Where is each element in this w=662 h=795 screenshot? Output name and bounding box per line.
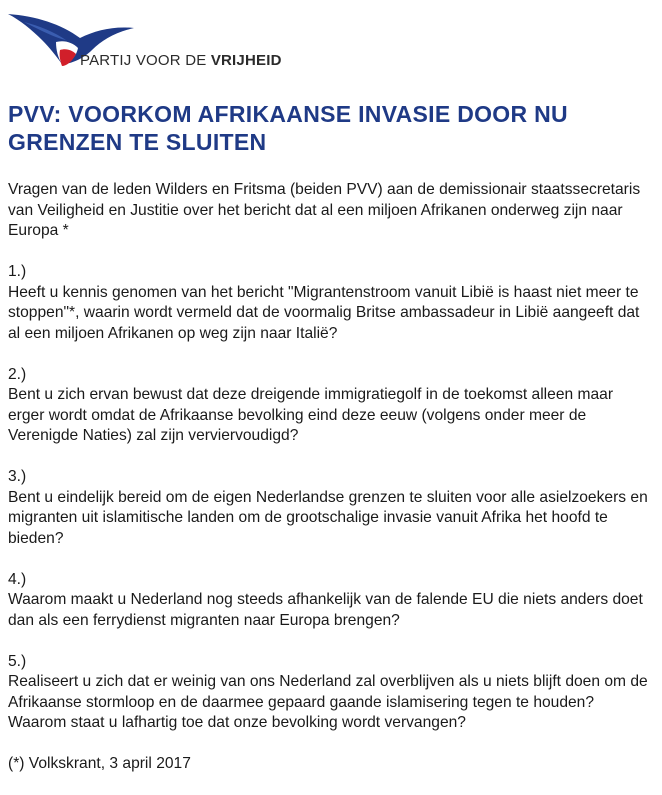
question-number: 4.) [8, 570, 27, 588]
question-3 [8, 467, 648, 549]
question-5 [8, 652, 648, 734]
question-2 [8, 365, 648, 447]
footnote: (*) Volkskrant, 3 april 2017 [8, 755, 191, 772]
question-text: Heeft u kennis genomen van het bericht "Migrantenstroom vanuit Libië is haast niet meer te stoppen"*, waarin wordt vermeld dat de voormalig Britse ambassadeur in Libië aangeeft dat al een miljoen Afrikanen op weg zijn naar Italië? [8, 283, 640, 342]
pvv-logo [6, 6, 306, 76]
question-number: 1.) [8, 263, 27, 280]
question-text: Realiseert u zich dat er weinig van ons Nederland zal overblijven als u niets blijft doen om de Afrikaanse stormloop en de daarmee gepaard gaande islamisering tegen te houden? Waarom staat u lafhartig toe dat onze bevolking wordt vervangen? [8, 673, 648, 731]
question-number: 2.) [8, 365, 27, 383]
question-number: 3.) [8, 468, 27, 485]
page-title: PVV: VOORKOM AFRIKAANSE INVASIE DOOR NU GRENZEN TE SLUITEN [8, 101, 568, 155]
question-4 [8, 570, 648, 632]
question-text: Bent u zich ervan bewust dat deze dreigende immigratiegolf in de toekomst alleen maar erger wordt omdat de Afrikaanse bevolking eind deze eeuw (volgens onder meer de Verenigde Naties) zal zijn verviervoudigd? [8, 386, 614, 444]
question-1 [8, 262, 648, 344]
question-number: 5.) [8, 652, 27, 670]
intro-paragraph: Vragen van de leden Wilders en Fritsma (beiden PVV) aan de demissionair staatssecretaris van Veiligheid en Justitie over het bericht dat al een miljoen Afrikanen onderweg zijn naar Europa * [8, 181, 641, 239]
logo-wordmark: PARTIJ VOOR DE VRIJHEID [80, 52, 282, 69]
document-body [8, 180, 648, 795]
question-text: Bent u eindelijk bereid om de eigen Nederlandse grenzen te sluiten voor alle asielzoekers en migranten uit islamitische landen om de grootschalige invasie vanuit Afrika het hoofd te bieden? [8, 488, 648, 547]
question-text: Waarom maakt u Nederland nog steeds afhankelijk van de falende EU die niets anders doet dan als een ferrydienst migranten naar Europa brengen? [8, 591, 643, 629]
